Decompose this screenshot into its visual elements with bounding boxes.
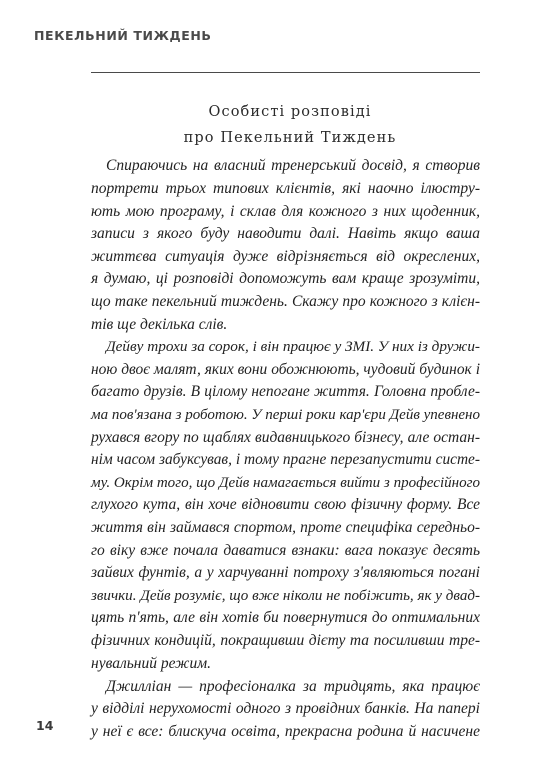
text-line: що таке пекельний тиждень. Скажу про кожного з клієн- xyxy=(91,293,480,310)
text-line: Джилліан — професіоналка за тридцять, яка працює xyxy=(106,678,480,695)
text-line: портрети трьох типових клієнтів, які наочно ілюстру- xyxy=(91,180,480,197)
text-line: тів ще декілька слів. xyxy=(91,316,228,333)
section-heading-line-2: про Пекельний Тиждень xyxy=(183,130,397,146)
text-line: ють мою програму, і склав для кожного з них щоденник, xyxy=(91,203,480,220)
text-line: записи з якого буду наводити далі. Навіть якщо ваша xyxy=(91,225,480,242)
text-line: у неї є все: блискуча освіта, прекрасна родина й насичене xyxy=(91,723,480,740)
text-line: ма пов'язана з роботою. У перші роки кар'єри Дейв упевнено xyxy=(91,407,480,423)
text-line: фізичних кондицій, покращивши дієту та посиливши тре- xyxy=(91,632,480,649)
text-line: нувальний режим. xyxy=(91,655,211,672)
section-heading-line-1: Особисті розповіді xyxy=(208,104,372,120)
text-line: Дейву трохи за сорок, і він працює у ЗМІ. У них із дружи- xyxy=(106,338,480,355)
text-line: му. Окрім того, що Дейв намагається вийти з професійного xyxy=(91,475,480,491)
header-rule xyxy=(91,72,480,73)
text-line: рухався вгору по щаблях видавницького бізнесу, але остан- xyxy=(91,429,480,446)
text-line: у відділі нерухомості одного з провідних банків. На папері xyxy=(91,700,480,717)
text-line: нім часом забуксував, і тому прагне перезапустити систе- xyxy=(91,451,480,468)
text-line: багато друзів. В цілому непогане життя. Головна пробле- xyxy=(91,383,480,400)
text-line: зайвих фунтів, а у харчуванні потроху з'являються погані xyxy=(91,564,480,581)
text-line: цять п'ять, але він хотів би повернутися до оптимальних xyxy=(91,609,480,626)
text-line: життєва ситуація дуже відрізняється від окреслених, xyxy=(91,248,480,265)
text-line: життя він займався спортом, проте специфіка середньо- xyxy=(91,519,480,536)
page-number: 14 xyxy=(36,718,54,733)
text-line: ною двоє малят, яких вони обожнюють, чудовий будинок і xyxy=(91,361,480,378)
text-line: звички. Дейв розуміє, що вже ніколи не побіжить, як у двад- xyxy=(91,588,480,604)
text-line: я думаю, ці розповіді допоможуть вам краще зрозуміти, xyxy=(91,270,480,287)
running-head: ПЕКЕЛЬНИЙ ТИЖДЕНЬ xyxy=(34,28,212,43)
text-line: глухого кута, він хоче відновити свою фізичну форму. Все xyxy=(91,496,480,513)
text-line: го віку вже почала даватися взнаки: вага показує десять xyxy=(91,542,480,559)
text-line: Спираючись на власний тренерський досвід, я створив xyxy=(106,157,480,174)
